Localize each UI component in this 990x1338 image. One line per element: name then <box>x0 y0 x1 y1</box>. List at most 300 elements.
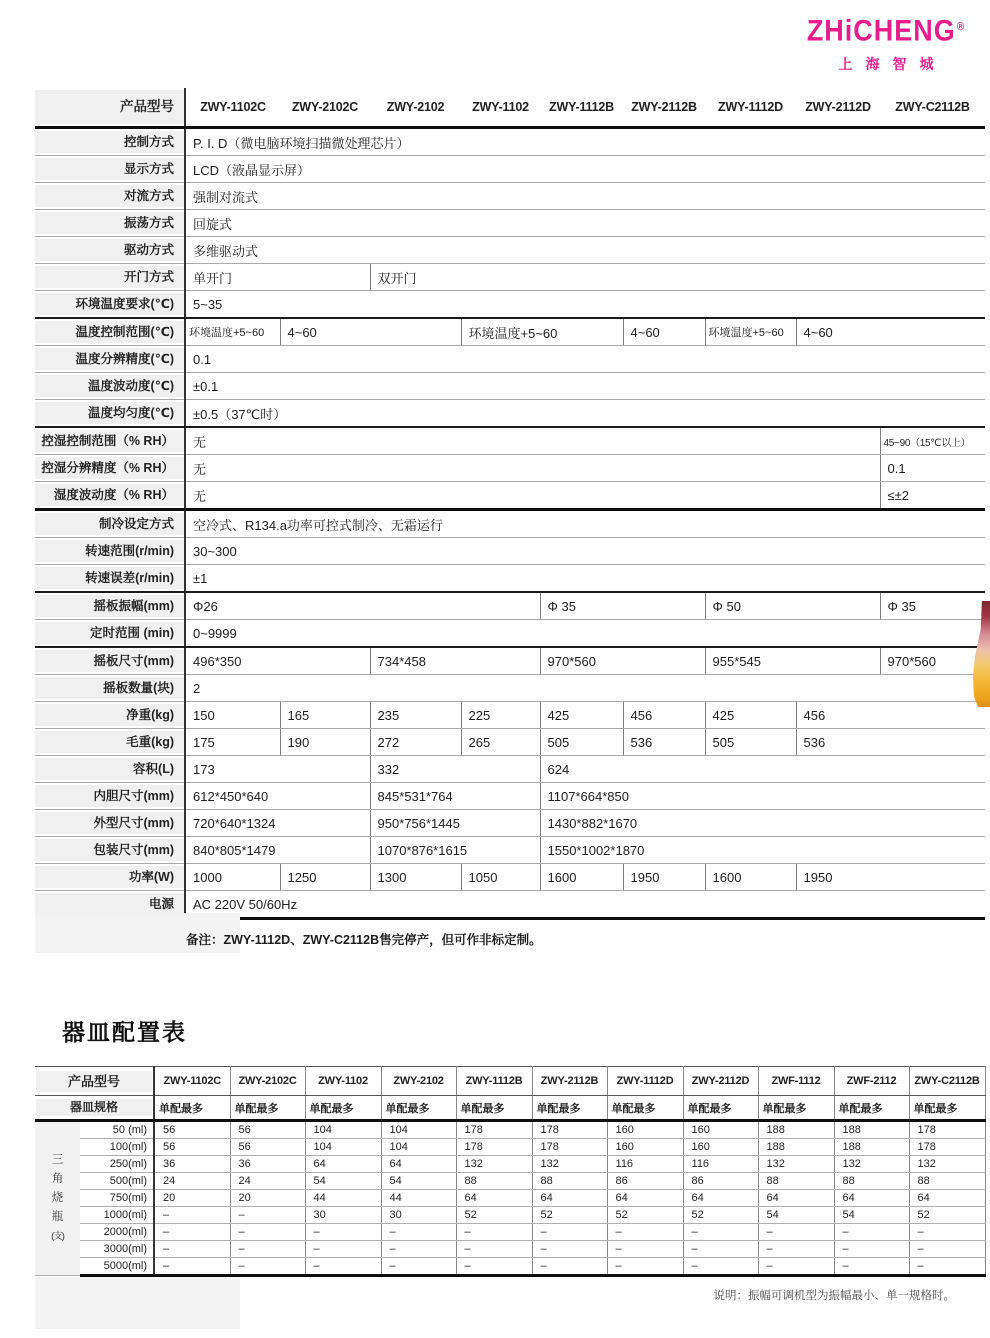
decor-band <box>35 1277 240 1329</box>
spec-row <box>35 400 985 428</box>
vessel-header-label: 产品型号 <box>36 1071 152 1092</box>
vessel-value: – <box>683 1224 758 1241</box>
vessel-size-label: 250(ml) <box>80 1156 154 1173</box>
spec-label-cell <box>35 675 185 702</box>
vessel-value: – <box>532 1224 607 1241</box>
spec-label: 对流方式 <box>35 185 184 207</box>
spec-value: 496*350 <box>185 647 370 675</box>
spec-value: 空冷式、R134.a功率可控式制冷、无霜运行 <box>185 510 985 538</box>
spec-label: 外型尺寸(mm) <box>35 812 184 834</box>
vessel-value: 132 <box>758 1156 834 1173</box>
spec-value: 强制对流式 <box>185 183 985 210</box>
spec-label-cell <box>35 783 185 810</box>
brand-logo <box>806 16 966 74</box>
model-name: ZWY-1102 <box>461 88 540 128</box>
spec-row <box>35 427 985 455</box>
spec-label-cell <box>35 647 185 675</box>
vessel-size-label: 2000(ml) <box>80 1224 154 1241</box>
vessel-value: – <box>305 1241 381 1258</box>
spec-label-cell <box>35 620 185 648</box>
spec-value: 456 <box>796 702 985 729</box>
vessel-value: 52 <box>909 1207 985 1224</box>
spec-label-cell <box>35 837 185 864</box>
spec-value: 环境温度+5~60 <box>705 318 796 346</box>
vessel-value: 178 <box>456 1121 532 1139</box>
spec-value: 无 <box>185 455 880 482</box>
vessel-row <box>35 1139 985 1156</box>
spec-value: 30~300 <box>185 538 985 565</box>
spec-label: 制冷设定方式 <box>35 513 184 535</box>
spec-label-cell <box>35 455 185 482</box>
spec-row <box>35 538 985 565</box>
vessel-value: – <box>683 1258 758 1276</box>
vessel-value: 44 <box>381 1190 456 1207</box>
spec-row <box>35 592 985 620</box>
vessel-model-name: ZWF-2112 <box>834 1067 909 1096</box>
spec-value: 1950 <box>796 864 985 891</box>
spec-row <box>35 346 985 373</box>
vessel-model-name: ZWY-1112D <box>607 1067 683 1096</box>
spec-label: 控湿控制范围（% RH） <box>35 430 184 452</box>
vessel-value: – <box>607 1224 683 1241</box>
per-model-label: 单配最多 <box>456 1096 532 1121</box>
spec-row <box>35 156 985 183</box>
spec-label: 电源 <box>35 893 184 915</box>
spec-label: 驱动方式 <box>35 239 184 261</box>
vessel-value: 88 <box>532 1173 607 1190</box>
vessel-value: 104 <box>381 1121 456 1139</box>
spec-label: 转速误差(r/min) <box>35 567 184 589</box>
spec-label: 摇板尺寸(mm) <box>35 650 184 672</box>
spec-value: 225 <box>461 702 540 729</box>
spec-value: 1070*876*1615 <box>370 837 540 864</box>
spec-row <box>35 702 985 729</box>
model-name: ZWY-2112D <box>796 88 880 128</box>
spec-value: 1950 <box>623 864 705 891</box>
vessel-size-label: 50 (ml) <box>80 1121 154 1139</box>
spec-table <box>35 88 985 920</box>
spec-value: Φ 35 <box>880 592 985 620</box>
vessel-size-label: 3000(ml) <box>80 1241 154 1258</box>
vessel-value: 56 <box>154 1121 230 1139</box>
vessel-model-name: ZWY-C2112B <box>909 1067 985 1096</box>
vessel-value: – <box>758 1224 834 1241</box>
spec-row <box>35 647 985 675</box>
spec-label: 振荡方式 <box>35 212 184 234</box>
vessel-model-name: ZWY-2102 <box>381 1067 456 1096</box>
spec-value: 1600 <box>540 864 623 891</box>
spec-value: 425 <box>540 702 623 729</box>
vessel-model-name: ZWY-1102 <box>305 1067 381 1096</box>
spec-label-cell <box>35 864 185 891</box>
vessel-value: 104 <box>381 1139 456 1156</box>
vessel-value: – <box>154 1258 230 1276</box>
vessel-table-title: 器皿配置表 <box>62 1019 187 1045</box>
spec-value: 456 <box>623 702 705 729</box>
registered-mark-icon: ® <box>956 21 966 34</box>
spec-value: 425 <box>705 702 796 729</box>
spec-row <box>35 620 985 648</box>
spec-value: 4~60 <box>280 318 461 346</box>
vessel-header-label-cell <box>35 1067 154 1096</box>
spec-label-cell <box>35 400 185 428</box>
spec-value: 0.1 <box>185 346 985 373</box>
vessel-value: – <box>683 1241 758 1258</box>
model-name: ZWY-1112B <box>540 88 623 128</box>
vessel-row <box>35 1241 985 1258</box>
spec-label-cell <box>35 702 185 729</box>
vessel-value: – <box>909 1258 985 1276</box>
vessel-value: – <box>758 1258 834 1276</box>
spec-label-cell <box>35 482 185 510</box>
spec-label: 温度波动度(℃) <box>35 375 184 397</box>
spec-value: 1300 <box>370 864 461 891</box>
per-model-label: 单配最多 <box>532 1096 607 1121</box>
spec-row <box>35 510 985 538</box>
vessel-value: 64 <box>305 1156 381 1173</box>
vessel-value: 54 <box>305 1173 381 1190</box>
spec-label-cell <box>35 729 185 756</box>
vessel-value: – <box>230 1224 305 1241</box>
spec-value: 970*560 <box>880 647 985 675</box>
spec-row <box>35 756 985 783</box>
per-model-label: 单配最多 <box>154 1096 230 1121</box>
vessel-value: 160 <box>607 1139 683 1156</box>
spec-label-cell <box>35 510 185 538</box>
vessel-value: – <box>909 1224 985 1241</box>
spec-value: 624 <box>540 756 985 783</box>
spec-value: Φ 50 <box>705 592 880 620</box>
vessel-value: – <box>456 1258 532 1276</box>
vessel-value: 160 <box>683 1139 758 1156</box>
vessel-value: 132 <box>532 1156 607 1173</box>
spec-value: 950*756*1445 <box>370 810 540 837</box>
spec-value: 845*531*764 <box>370 783 540 810</box>
vessel-value: 54 <box>381 1173 456 1190</box>
spec-value: 多维驱动式 <box>185 237 985 264</box>
per-model-label: 单配最多 <box>381 1096 456 1121</box>
vessel-value: 178 <box>456 1139 532 1156</box>
spec-value: Φ 35 <box>540 592 705 620</box>
spec-label-cell <box>35 156 185 183</box>
per-model-label: 单配最多 <box>683 1096 758 1121</box>
spec-value: 612*450*640 <box>185 783 370 810</box>
spec-label: 包装尺寸(mm) <box>35 839 184 861</box>
spec-value: 1000 <box>185 864 280 891</box>
vessel-value: – <box>154 1241 230 1258</box>
vessel-value: – <box>230 1241 305 1258</box>
vessel-value: 178 <box>532 1139 607 1156</box>
vessel-value: 24 <box>154 1173 230 1190</box>
spec-value: 1250 <box>280 864 370 891</box>
spec-value: 回旋式 <box>185 210 985 237</box>
vessel-row <box>35 1224 985 1241</box>
vessel-model-name: ZWF-1112 <box>758 1067 834 1096</box>
spec-label-cell <box>35 810 185 837</box>
vessel-value: 54 <box>758 1207 834 1224</box>
vessel-value: 88 <box>758 1173 834 1190</box>
spec-value: 单开门 <box>185 264 370 291</box>
vessel-group-label: 三 角 烧 瓶 (支) <box>51 1154 64 1242</box>
spec-label-cell <box>35 237 185 264</box>
vessel-model-name: ZWY-1102C <box>154 1067 230 1096</box>
spec-label: 定时范围 (min) <box>35 622 184 644</box>
vessel-header-row <box>35 1067 985 1096</box>
spec-row <box>35 729 985 756</box>
per-model-label: 单配最多 <box>607 1096 683 1121</box>
spec-value: 1550*1002*1870 <box>540 837 985 864</box>
spec-label: 容积(L) <box>35 758 184 780</box>
spec-value: 4~60 <box>623 318 705 346</box>
spec-label: 湿度波动度（% RH） <box>35 484 184 506</box>
spec-label: 环境温度要求(℃) <box>35 293 184 315</box>
spec-value: 505 <box>540 729 623 756</box>
vessel-subheader-row <box>35 1096 985 1121</box>
spec-value: 150 <box>185 702 280 729</box>
spec-label: 显示方式 <box>35 158 184 180</box>
vessel-value: 36 <box>230 1156 305 1173</box>
vessel-row <box>35 1156 985 1173</box>
vessel-value: – <box>381 1258 456 1276</box>
vessel-value: 116 <box>607 1156 683 1173</box>
vessel-value: 178 <box>909 1121 985 1139</box>
vessel-value: 88 <box>456 1173 532 1190</box>
vessel-value: – <box>758 1241 834 1258</box>
spec-value: 720*640*1324 <box>185 810 370 837</box>
spec-value: 173 <box>185 756 370 783</box>
model-name: ZWY-2112B <box>623 88 705 128</box>
vessel-value: 44 <box>305 1190 381 1207</box>
spec-value: 双开门 <box>370 264 985 291</box>
vessel-model-name: ZWY-2112B <box>532 1067 607 1096</box>
spec-value: 4~60 <box>796 318 985 346</box>
spec-value: 536 <box>796 729 985 756</box>
spec-label-cell <box>35 427 185 455</box>
vessel-model-name: ZWY-1112B <box>456 1067 532 1096</box>
spec-value: 2 <box>185 675 985 702</box>
vessel-value: 188 <box>834 1139 909 1156</box>
vessel-value: 86 <box>683 1173 758 1190</box>
vessel-row <box>35 1121 985 1139</box>
vessel-value: 132 <box>834 1156 909 1173</box>
spec-value: 272 <box>370 729 461 756</box>
spec-value: P. I. D（微电脑环境扫描微处理芯片） <box>185 128 985 156</box>
spec-value: Φ26 <box>185 592 540 620</box>
spec-label-cell <box>35 264 185 291</box>
per-model-label: 单配最多 <box>230 1096 305 1121</box>
vessel-value: – <box>532 1258 607 1276</box>
vessel-row <box>35 1173 985 1190</box>
spec-label: 摇板数量(块) <box>35 677 184 699</box>
spec-label-cell <box>35 128 185 156</box>
vessel-value: – <box>381 1224 456 1241</box>
spec-row <box>35 837 985 864</box>
spec-value: 45~90（15℃以上） <box>880 427 985 455</box>
spec-row <box>35 675 985 702</box>
spec-row <box>35 210 985 237</box>
vessel-value: 88 <box>909 1173 985 1190</box>
vessel-value: – <box>532 1241 607 1258</box>
vessel-value: 104 <box>305 1121 381 1139</box>
spec-label: 控制方式 <box>35 131 184 153</box>
vessel-value: 20 <box>154 1190 230 1207</box>
spec-row <box>35 783 985 810</box>
spec-header-label-cell <box>35 88 185 128</box>
spec-label-cell <box>35 373 185 400</box>
vessel-value: 88 <box>834 1173 909 1190</box>
model-name: ZWY-1102C <box>185 88 280 128</box>
vessel-value: – <box>834 1241 909 1258</box>
vessel-size-label: 1000(ml) <box>80 1207 154 1224</box>
spec-label: 温度分辨精度(℃) <box>35 348 184 370</box>
spec-value: 175 <box>185 729 280 756</box>
vessel-value: – <box>456 1224 532 1241</box>
vessel-note: 说明：振幅可调机型为振幅最小、单一规格时。 <box>713 1290 955 1302</box>
vessel-model-name: ZWY-2102C <box>230 1067 305 1096</box>
vessel-value: 86 <box>607 1173 683 1190</box>
spec-row <box>35 810 985 837</box>
spec-header-label: 产品型号 <box>35 90 184 124</box>
vessel-value: 188 <box>834 1121 909 1139</box>
brand-wordmark <box>806 15 966 48</box>
model-name: ZWY-2102C <box>280 88 370 128</box>
spec-label: 转速范围(r/min) <box>35 540 184 562</box>
spec-label: 开门方式 <box>35 266 184 288</box>
vessel-value: 64 <box>607 1190 683 1207</box>
vessel-value: 24 <box>230 1173 305 1190</box>
vessel-value: – <box>154 1224 230 1241</box>
vessel-value: 178 <box>909 1139 985 1156</box>
vessel-value: 52 <box>683 1207 758 1224</box>
spec-row <box>35 318 985 346</box>
vessel-value: 116 <box>683 1156 758 1173</box>
vessel-value: 36 <box>154 1156 230 1173</box>
vessel-group-label-cell <box>35 1121 80 1276</box>
spec-value: ±1 <box>185 565 985 593</box>
vessel-size-label: 100(ml) <box>80 1139 154 1156</box>
vessel-value: – <box>230 1207 305 1224</box>
vessel-row <box>35 1190 985 1207</box>
spec-label: 温度均匀度(℃) <box>35 402 184 424</box>
spec-label: 摇板振幅(mm) <box>35 595 184 617</box>
spec-row <box>35 373 985 400</box>
model-name: ZWY-2102 <box>370 88 461 128</box>
spec-value: 1430*882*1670 <box>540 810 985 837</box>
vessel-value: 160 <box>683 1121 758 1139</box>
spec-label-cell <box>35 183 185 210</box>
spec-label-cell <box>35 210 185 237</box>
spec-value: 734*458 <box>370 647 540 675</box>
vessel-value: 30 <box>381 1207 456 1224</box>
vessel-value: 64 <box>381 1156 456 1173</box>
vessel-row <box>35 1258 985 1276</box>
vessel-value: – <box>456 1241 532 1258</box>
spec-row <box>35 565 985 593</box>
spec-value: 536 <box>623 729 705 756</box>
vessel-row <box>35 1207 985 1224</box>
spec-label-cell <box>35 346 185 373</box>
brand-chinese-name: 上海智城 <box>838 56 947 72</box>
vessel-value: – <box>909 1241 985 1258</box>
spec-row <box>35 183 985 210</box>
vessel-value: – <box>834 1224 909 1241</box>
spec-value: 955*545 <box>705 647 880 675</box>
spec-label-cell <box>35 538 185 565</box>
vessel-value: 188 <box>758 1139 834 1156</box>
model-name: ZWY-C2112B <box>880 88 985 128</box>
vessel-spec-label-cell <box>35 1096 154 1121</box>
spec-value: 1050 <box>461 864 540 891</box>
model-name: ZWY-1112D <box>705 88 796 128</box>
vessel-size-label: 5000(ml) <box>80 1258 154 1276</box>
vessel-value: 64 <box>909 1190 985 1207</box>
vessel-value: 64 <box>834 1190 909 1207</box>
spec-label: 净重(kg) <box>35 704 184 726</box>
vessel-value: 56 <box>230 1139 305 1156</box>
vessel-value: 20 <box>230 1190 305 1207</box>
spec-row <box>35 864 985 891</box>
vessel-value: – <box>607 1241 683 1258</box>
vessel-value: – <box>305 1224 381 1241</box>
vessel-value: 160 <box>607 1121 683 1139</box>
vessel-value: – <box>230 1258 305 1276</box>
vessel-value: 64 <box>456 1190 532 1207</box>
vessel-value: 52 <box>532 1207 607 1224</box>
vessel-value: – <box>834 1258 909 1276</box>
spec-value: ≤±2 <box>880 482 985 510</box>
brand-text: ZHiCHENG <box>806 14 956 48</box>
spec-row <box>35 482 985 510</box>
spec-value: 1600 <box>705 864 796 891</box>
vessel-value: 104 <box>305 1139 381 1156</box>
vessel-value: 56 <box>230 1121 305 1139</box>
spec-header-row <box>35 88 985 128</box>
spec-value: ±0.5（37℃时） <box>185 400 985 428</box>
vessel-size-label: 750(ml) <box>80 1190 154 1207</box>
spec-value: 190 <box>280 729 370 756</box>
spec-value: 0.1 <box>880 455 985 482</box>
spec-row <box>35 128 985 156</box>
spec-value: 332 <box>370 756 540 783</box>
per-model-label: 单配最多 <box>834 1096 909 1121</box>
vessel-value: 178 <box>532 1121 607 1139</box>
spec-row <box>35 455 985 482</box>
vessel-value: 64 <box>532 1190 607 1207</box>
spec-value: 环境温度+5~60 <box>461 318 623 346</box>
spec-row <box>35 291 985 319</box>
spec-value: 无 <box>185 482 880 510</box>
vessel-value: 52 <box>607 1207 683 1224</box>
per-model-label: 单配最多 <box>758 1096 834 1121</box>
spec-value: 840*805*1479 <box>185 837 370 864</box>
vessel-value: – <box>305 1258 381 1276</box>
vessel-value: 30 <box>305 1207 381 1224</box>
spec-label: 控湿分辨精度（% RH） <box>35 457 184 479</box>
spec-value: 5~35 <box>185 291 985 319</box>
vessel-value: 132 <box>909 1156 985 1173</box>
spec-label: 功率(W) <box>35 866 184 888</box>
spec-label-cell <box>35 291 185 319</box>
vessel-value: 64 <box>683 1190 758 1207</box>
vessel-value: – <box>381 1241 456 1258</box>
spec-row <box>35 264 985 291</box>
per-model-label: 单配最多 <box>909 1096 985 1121</box>
vessel-spec-label: 器皿规格 <box>36 1099 152 1116</box>
spec-label: 温度控制范围(℃) <box>35 321 184 343</box>
spec-label-cell <box>35 565 185 593</box>
spec-value: 505 <box>705 729 796 756</box>
spec-label-cell <box>35 592 185 620</box>
